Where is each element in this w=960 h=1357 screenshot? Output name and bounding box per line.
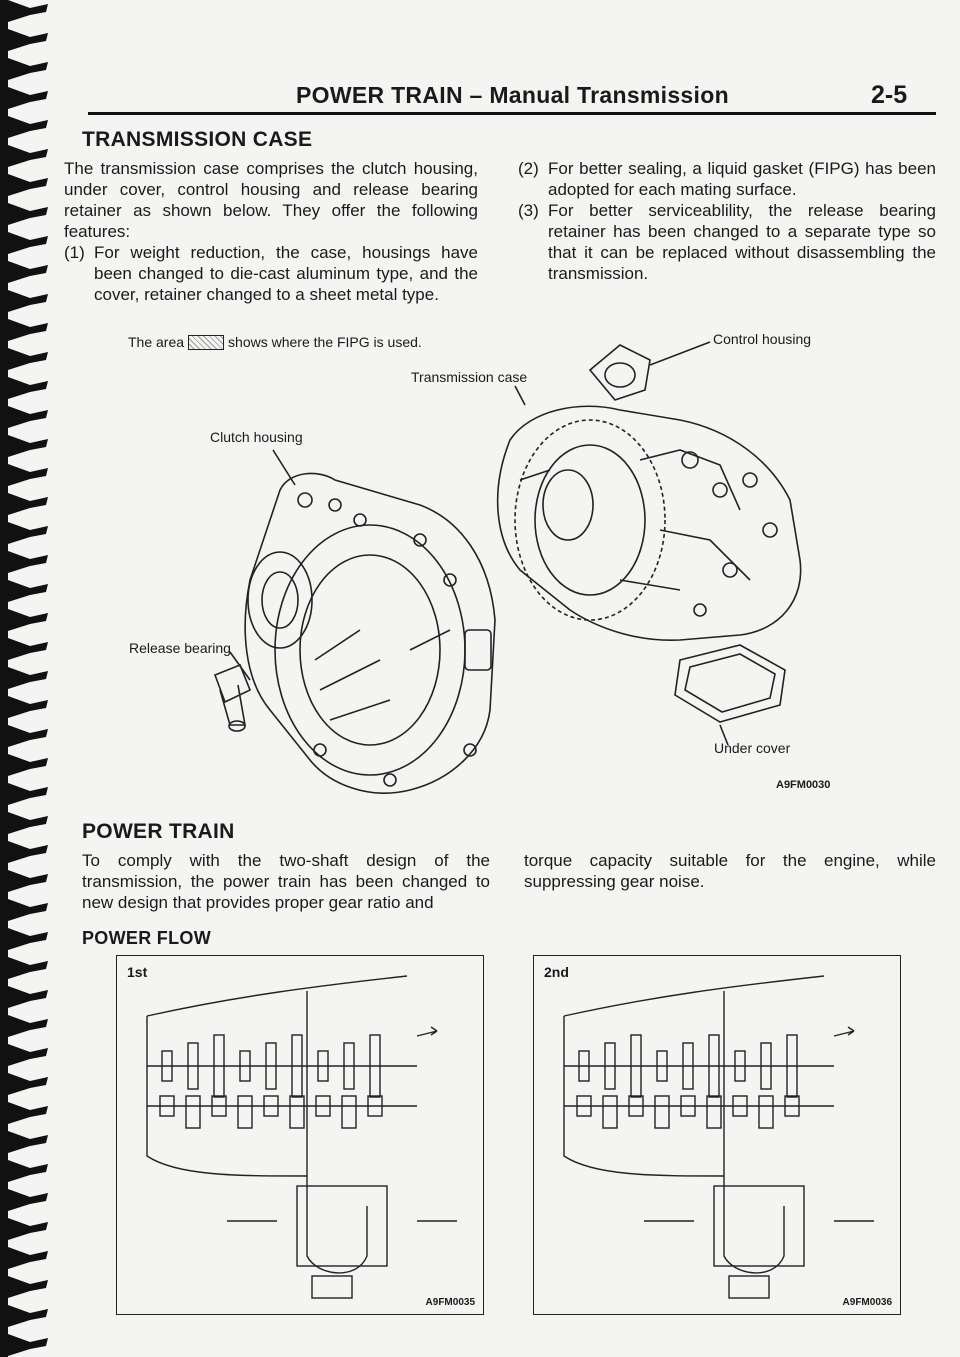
diagram-title: 1st bbox=[127, 964, 148, 980]
label-clutch-housing: Clutch housing bbox=[210, 429, 303, 445]
figure-code: A9FM0030 bbox=[776, 779, 831, 791]
gear-schematic bbox=[534, 956, 900, 1314]
label-control-housing: Control housing bbox=[713, 331, 812, 347]
feature-number: (2) bbox=[518, 159, 539, 178]
diagram-title: 2nd bbox=[544, 964, 569, 980]
label-transmission-case: Transmission case bbox=[411, 369, 528, 385]
legend-text-post: shows where the FIPG is used. bbox=[228, 334, 422, 350]
case-features-column bbox=[518, 158, 936, 284]
transmission-case-illustration bbox=[120, 330, 840, 810]
page-number: 2-5 bbox=[871, 81, 908, 109]
power-train-text-right: torque capacity suitable for the engine, while suppressing gear noise. bbox=[524, 851, 936, 891]
header-rule bbox=[88, 112, 936, 115]
diagram-code: A9FM0035 bbox=[425, 1297, 475, 1308]
case-intro-column bbox=[64, 158, 478, 305]
feature-item-1 bbox=[64, 242, 478, 305]
feature-item-2 bbox=[518, 158, 936, 200]
feature-text: For weight reduction, the case, housings have been changed to die-cast aluminum type, and the cover, retainer changed to a sheet metal type. bbox=[94, 243, 478, 304]
power-flow-diagram-1st bbox=[116, 955, 484, 1315]
feature-item-3 bbox=[518, 200, 936, 284]
label-release-bearing: Release bearing bbox=[129, 640, 231, 656]
power-train-text-left: To comply with the two-shaft design of the transmission, the power train has been changed to new design that provides proper gear ratio and bbox=[82, 851, 490, 912]
label-under-cover: Under cover bbox=[714, 740, 791, 756]
feature-number: (1) bbox=[64, 243, 85, 262]
feature-number: (3) bbox=[518, 201, 539, 220]
gear-schematic bbox=[117, 956, 483, 1314]
case-intro-text: The transmission case comprises the clutch housing, under cover, control housing and release bearing retainer as shown below. They offer the following features: bbox=[64, 159, 478, 241]
power-flow-diagram-2nd bbox=[533, 955, 901, 1315]
header-title: POWER TRAIN – Manual Transmission bbox=[296, 82, 729, 108]
section-heading-power-flow: POWER FLOW bbox=[82, 928, 211, 948]
legend-text-pre: The area bbox=[128, 334, 185, 350]
diagram-code: A9FM0036 bbox=[842, 1297, 892, 1308]
section-heading-power-train: POWER TRAIN bbox=[82, 820, 235, 843]
feature-text: For better serviceablility, the release bearing retainer has been changed to a separate type so that it can be replaced without disassembling the transmission. bbox=[548, 201, 936, 283]
binding-edge bbox=[0, 0, 60, 1357]
feature-text: For better sealing, a liquid gasket (FIPG) has been adopted for each mating surface. bbox=[548, 159, 936, 199]
section-heading-transmission-case: TRANSMISSION CASE bbox=[82, 128, 313, 151]
